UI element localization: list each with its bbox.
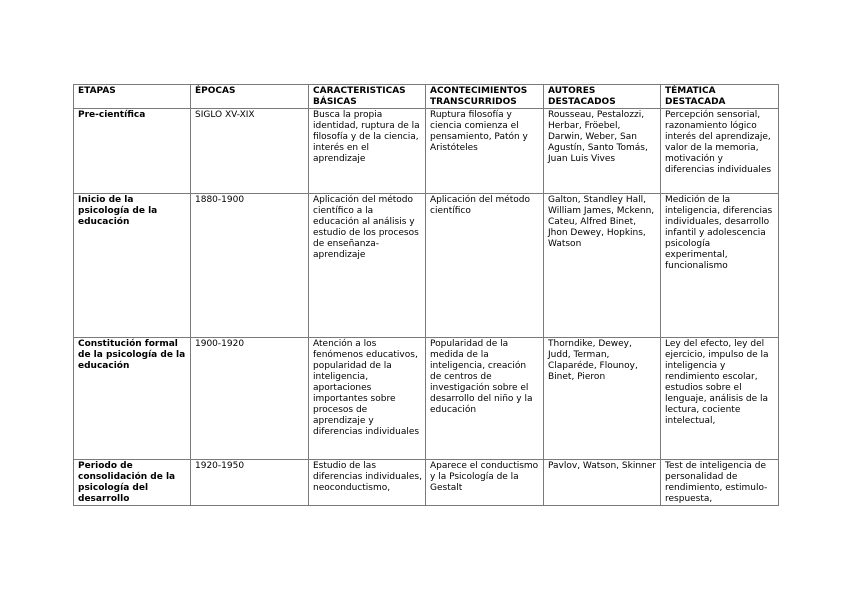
table-row — [74, 109, 779, 194]
etapa-cell: Inicio de la psicología de la educación — [74, 194, 191, 338]
etapa-cell: Pre-científica — [74, 109, 191, 194]
autores-cell: Pavlov, Watson, Skinner — [544, 460, 661, 506]
tematica-cell: Medición de la inteligencia, diferencias individuales, desarrollo infantil y adolescencia psicología experimental, funcionalismo — [661, 194, 779, 338]
tematica-cell: Percepción sensorial, razonamiento lógico interés del aprendizaje, valor de la memoria, motivación y diferencias individuales — [661, 109, 779, 194]
etapa-cell: Constitución formal de la psicología de la educación — [74, 338, 191, 460]
autores-cell: Galton, Standley Hall, William James, Mckenn, Cateu, Alfred Binet, Jhon Dewey, Hopkins, Watson — [544, 194, 661, 338]
header-etapas: ETAPAS — [74, 85, 191, 109]
header-caracteristicas: CARACTERISTICAS BÁSICAS — [309, 85, 426, 109]
epoca-cell: 1920-1950 — [191, 460, 309, 506]
table-header-row — [74, 85, 779, 109]
caracteristicas-cell: Busca la propia identidad, ruptura de la filosofía y de la ciencia, interés en el aprendizaje — [309, 109, 426, 194]
epoca-cell: SIGLO XV-XIX — [191, 109, 309, 194]
etapa-cell: Periodo de consolidación de la psicología del desarrollo — [74, 460, 191, 506]
acontecimientos-cell: Aparece el conductismo y la Psicología de la Gestalt — [426, 460, 544, 506]
table-row — [74, 194, 779, 338]
header-epocas: ÉPOCAS — [191, 85, 309, 109]
tematica-cell: Ley del efecto, ley del ejercicio, impulso de la inteligencia y rendimiento escolar, estudios sobre el lenguaje, análisis de la lectura, cociente intelectual, — [661, 338, 779, 460]
acontecimientos-cell: Ruptura filosofía y ciencia comienza el pensamiento, Patón y Aristóteles — [426, 109, 544, 194]
table-row — [74, 338, 779, 460]
header-autores: AUTORES DESTACADOS — [544, 85, 661, 109]
acontecimientos-cell: Aplicación del método científico — [426, 194, 544, 338]
autores-cell: Rousseau, Pestalozzi, Herbar, Fröebel, Darwin, Weber, San Agustín, Santo Tomás, Juan Luis Vives — [544, 109, 661, 194]
header-tematica: TÉMATICA DESTACADA — [661, 85, 779, 109]
caracteristicas-cell: Atención a los fenómenos educativos, popularidad de la inteligencia, aportaciones importantes sobre procesos de aprendizaje y diferencias individuales — [309, 338, 426, 460]
table-row — [74, 460, 779, 506]
epoca-cell: 1880-1900 — [191, 194, 309, 338]
caracteristicas-cell: Aplicación del método científico a la educación al análisis y estudio de los procesos de enseñanza-aprendizaje — [309, 194, 426, 338]
acontecimientos-cell: Popularidad de la medida de la inteligencia, creación de centros de investigación sobre el desarrollo del niño y la educación — [426, 338, 544, 460]
psychology-history-table — [73, 84, 779, 506]
header-acontecimientos: ACONTECIMIENTOS TRANSCURRIDOS — [426, 85, 544, 109]
tematica-cell: Test de inteligencia de personalidad de rendimiento, estimulo-respuesta, — [661, 460, 779, 506]
epoca-cell: 1900-1920 — [191, 338, 309, 460]
autores-cell: Thorndike, Dewey, Judd, Terman, Claparéde, Flounoy, Binet, Pieron — [544, 338, 661, 460]
caracteristicas-cell: Estudio de las diferencias individuales, neoconductismo, — [309, 460, 426, 506]
